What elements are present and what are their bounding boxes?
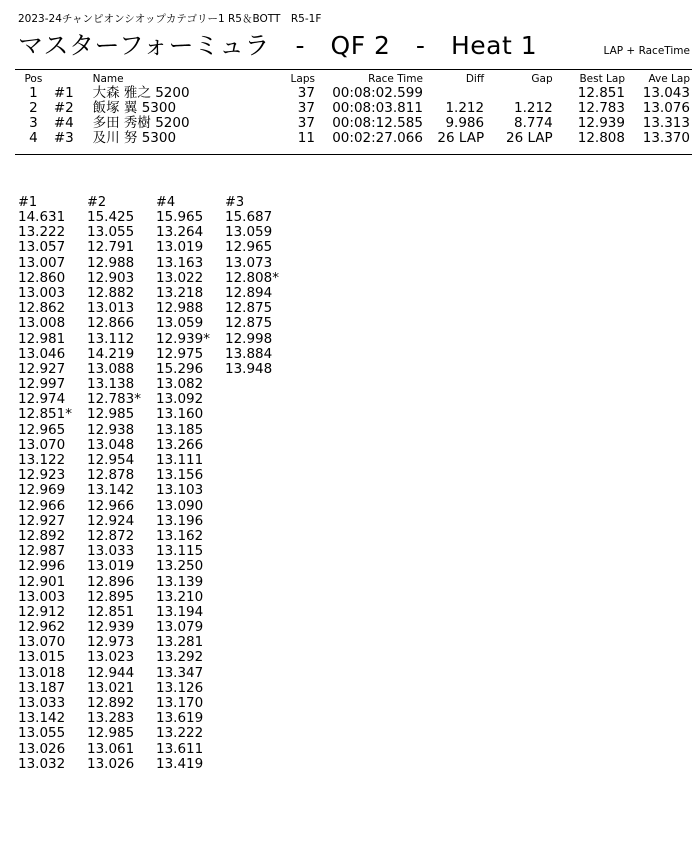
cell-gap xyxy=(486,86,555,101)
cell-best-lap: 12.939 xyxy=(577,115,625,131)
lap-time: 13.111 xyxy=(156,452,204,468)
lap-time: 13.003 xyxy=(18,284,66,301)
lap-time: 13.046 xyxy=(18,345,66,362)
cell-race-time: 00:08:03.811 xyxy=(332,100,423,116)
lap-time: 13.008 xyxy=(18,315,66,332)
lap-time: 12.966 xyxy=(87,497,135,514)
lap-time: 13.103 xyxy=(156,482,204,499)
lap-time: 12.860 xyxy=(18,269,66,286)
lap-time: 13.138 xyxy=(87,376,135,393)
lap-time: 13.079 xyxy=(156,619,204,636)
lap-time: 13.139 xyxy=(156,573,204,590)
lap-time: 13.026 xyxy=(87,755,135,772)
lap-time: 13.160 xyxy=(156,406,204,423)
lap-time: 13.022 xyxy=(156,269,204,286)
cell-race-time: 00:08:12.585 xyxy=(332,115,423,131)
col-name-header: Name xyxy=(92,73,124,85)
lap-time: 13.061 xyxy=(87,740,135,757)
lap-time: 13.013 xyxy=(87,300,135,317)
race-title: マスターフォーミュラ - QF 2 - Heat 1 xyxy=(18,31,538,60)
lap-time: 13.142 xyxy=(87,482,135,499)
lap-time: 12.954 xyxy=(87,452,135,468)
lap-time: 13.026 xyxy=(18,740,66,757)
cell-driver-name: 大森 雅之 5200 xyxy=(92,85,190,101)
lap-time: 13.023 xyxy=(87,649,135,666)
lap-time: 13.018 xyxy=(18,664,66,681)
lap-time: 12.882 xyxy=(87,284,135,301)
lap-time: 12.939 xyxy=(87,619,135,636)
lap-time: 13.007 xyxy=(18,254,66,271)
cell-best-lap: 12.783 xyxy=(577,100,625,116)
lap-time: 13.082 xyxy=(156,376,204,393)
lap-time: 13.948 xyxy=(225,360,273,377)
lap-time: 12.966 xyxy=(18,497,66,514)
lap-time: 12.923 xyxy=(18,467,66,484)
cell-pos: 1 xyxy=(29,85,38,101)
lap-time: 12.974 xyxy=(18,391,66,408)
cell-laps: 37 xyxy=(297,85,315,101)
lap-time: 13.059 xyxy=(156,315,204,332)
lap-column xyxy=(18,195,88,772)
lap-time: 13.222 xyxy=(18,224,66,241)
cell-driver-name: 及川 努 5300 xyxy=(92,130,177,146)
cell-car-number: #2 xyxy=(53,100,74,116)
lap-time: 12.912 xyxy=(18,603,66,620)
lap-time: 12.973 xyxy=(87,634,135,651)
lap-time: 12.783* xyxy=(87,391,141,408)
lap-time: 13.347 xyxy=(156,664,204,681)
cell-car-number: #1 xyxy=(53,85,74,101)
col-gap-header: Gap xyxy=(531,73,553,85)
cell-pos: 2 xyxy=(29,100,38,116)
lap-time: 12.998 xyxy=(225,330,273,347)
lap-time: 15.296 xyxy=(156,360,204,377)
lap-time: 12.924 xyxy=(87,512,135,529)
lap-column xyxy=(156,195,226,772)
lap-time: 13.170 xyxy=(156,695,204,711)
lap-time: 13.073 xyxy=(225,254,273,271)
cell-car-number: #4 xyxy=(53,115,74,131)
lap-time: 13.088 xyxy=(87,360,135,377)
lap-time: 13.019 xyxy=(156,239,204,256)
lap-time: 13.055 xyxy=(18,725,66,742)
lap-time: 13.090 xyxy=(156,497,204,514)
lap-time: 13.048 xyxy=(87,436,135,453)
report-mode: LAP + RaceTime xyxy=(603,45,690,57)
lap-time: 13.059 xyxy=(225,224,273,241)
cell-pos: 3 xyxy=(29,115,38,131)
results-row xyxy=(15,131,692,146)
cell-car-number: #3 xyxy=(53,130,74,146)
lap-time: 13.033 xyxy=(87,543,135,560)
lap-time: 12.808* xyxy=(225,269,279,286)
lap-time: 12.965 xyxy=(18,421,66,438)
lap-time: 13.092 xyxy=(156,391,204,408)
lap-time: 13.033 xyxy=(18,695,66,711)
cell-ave-lap: 13.370 xyxy=(642,130,690,146)
lap-time: 12.944 xyxy=(87,664,135,681)
cell-best-lap: 12.808 xyxy=(577,130,625,146)
lap-time: 13.156 xyxy=(156,467,204,484)
lap-time: 13.070 xyxy=(18,436,66,453)
lap-time: 13.021 xyxy=(87,679,135,696)
lap-time: 12.975 xyxy=(156,345,204,362)
col-avelap-header: Ave Lap xyxy=(648,73,690,85)
lap-time: 13.222 xyxy=(156,725,204,742)
lap-column xyxy=(225,195,295,377)
lap-time: 13.196 xyxy=(156,512,204,529)
lap-time: 13.619 xyxy=(156,710,204,727)
col-racetime-header: Race Time xyxy=(368,73,423,85)
lap-time: 13.884 xyxy=(225,345,273,362)
lap-time: 13.126 xyxy=(156,679,204,696)
col-laps-header: Laps xyxy=(290,73,315,85)
cell-race-time: 00:02:27.066 xyxy=(332,130,423,146)
results-rule-bottom xyxy=(15,154,692,155)
lap-time: 13.218 xyxy=(156,284,204,301)
cell-gap: 8.774 xyxy=(514,115,553,131)
lap-time: 12.903 xyxy=(87,269,135,286)
cell-ave-lap: 13.076 xyxy=(642,100,690,116)
lap-time: 13.187 xyxy=(18,679,66,696)
lap-time: 12.927 xyxy=(18,512,66,529)
lap-time: 12.862 xyxy=(18,300,66,317)
lap-time: 12.969 xyxy=(18,482,66,499)
lap-time: 13.194 xyxy=(156,603,204,620)
lap-time: 13.055 xyxy=(87,224,135,241)
lap-time: 12.962 xyxy=(18,619,66,636)
lap-time: 12.987 xyxy=(18,543,66,560)
lap-time: 12.939* xyxy=(156,330,210,347)
lap-time: 13.611 xyxy=(156,740,204,757)
cell-laps: 37 xyxy=(297,100,315,116)
lap-time: 12.985 xyxy=(87,406,135,423)
cell-gap: 26 LAP xyxy=(505,130,553,146)
cell-driver-name: 飯塚 翼 5300 xyxy=(92,100,177,116)
lap-time: 12.996 xyxy=(18,558,66,575)
cell-ave-lap: 13.043 xyxy=(642,85,690,101)
cell-ave-lap: 13.313 xyxy=(642,115,690,131)
lap-time: 12.851 xyxy=(87,603,135,620)
lap-time: 15.425 xyxy=(87,209,135,225)
lap-time: 12.894 xyxy=(225,284,273,301)
lap-time: 12.875 xyxy=(225,315,273,332)
lap-time: 13.057 xyxy=(18,239,66,256)
lap-time: 13.019 xyxy=(87,558,135,575)
lap-time: 13.419 xyxy=(156,755,204,772)
lap-column-header: #4 xyxy=(156,195,176,210)
lap-time: 13.122 xyxy=(18,452,66,468)
lap-time: 13.250 xyxy=(156,558,204,575)
cell-laps: 37 xyxy=(297,115,315,131)
lap-column-header: #1 xyxy=(18,195,38,210)
lap-time: 12.988 xyxy=(156,300,204,317)
lap-time: 13.070 xyxy=(18,634,66,651)
lap-time: 12.872 xyxy=(87,527,135,544)
lap-column xyxy=(87,195,157,772)
lap-time: 15.965 xyxy=(156,209,204,225)
lap-time: 12.938 xyxy=(87,421,135,438)
lap-time: 13.015 xyxy=(18,649,66,666)
lap-time: 13.266 xyxy=(156,436,204,453)
lap-time: 13.162 xyxy=(156,527,204,544)
cell-gap: 1.212 xyxy=(514,100,553,116)
cell-best-lap: 12.851 xyxy=(577,85,625,101)
lap-time: 13.185 xyxy=(156,421,204,438)
lap-time: 13.163 xyxy=(156,254,204,271)
lap-time: 12.791 xyxy=(87,239,135,256)
lap-time: 13.032 xyxy=(18,755,66,772)
lap-time: 13.264 xyxy=(156,224,204,241)
lap-column-header: #2 xyxy=(87,195,107,210)
cell-driver-name: 多田 秀樹 5200 xyxy=(92,115,190,131)
lap-time: 12.878 xyxy=(87,467,135,484)
cell-diff: 26 LAP xyxy=(437,130,485,146)
lap-time: 12.981 xyxy=(18,330,66,347)
results-row xyxy=(15,86,692,101)
lap-time: 14.219 xyxy=(87,345,135,362)
cell-diff xyxy=(425,86,486,101)
lap-time: 12.875 xyxy=(225,300,273,317)
lap-time: 13.210 xyxy=(156,588,204,605)
cell-race-time: 00:08:02.599 xyxy=(332,85,423,101)
lap-time: 13.292 xyxy=(156,649,204,666)
lap-time: 12.997 xyxy=(18,376,66,393)
col-pos-header: Pos xyxy=(24,73,43,85)
lap-time: 13.112 xyxy=(87,330,135,347)
lap-time: 12.927 xyxy=(18,360,66,377)
lap-time: 14.631 xyxy=(18,209,66,225)
lap-time: 12.892 xyxy=(87,695,135,711)
col-bestlap-header: Best Lap xyxy=(579,73,625,85)
lap-column-header: #3 xyxy=(225,195,245,210)
lap-time: 12.985 xyxy=(87,725,135,742)
cell-diff: 9.986 xyxy=(445,115,485,131)
lap-time: 12.901 xyxy=(18,573,66,590)
lap-time: 12.895 xyxy=(87,588,135,605)
lap-time: 12.965 xyxy=(225,239,273,256)
lap-time: 13.115 xyxy=(156,543,204,560)
lap-time: 13.281 xyxy=(156,634,204,651)
header-rule-top xyxy=(15,69,692,70)
lap-time: 12.851* xyxy=(18,406,72,423)
results-table xyxy=(15,73,692,146)
lap-time: 12.866 xyxy=(87,315,135,332)
cell-pos: 4 xyxy=(29,130,38,146)
lap-time: 12.988 xyxy=(87,254,135,271)
results-row xyxy=(15,116,692,131)
lap-time: 15.687 xyxy=(225,209,273,225)
lap-time: 13.283 xyxy=(87,710,135,727)
cell-diff: 1.212 xyxy=(445,100,485,116)
col-diff-header: Diff xyxy=(465,73,485,85)
cell-laps: 11 xyxy=(297,130,315,146)
lap-time: 12.896 xyxy=(87,573,135,590)
lap-time: 12.892 xyxy=(18,527,66,544)
lap-time: 13.003 xyxy=(18,588,66,605)
lap-time: 13.142 xyxy=(18,710,66,727)
results-row xyxy=(15,101,692,116)
event-subtitle: 2023-24チャンピオンシオップカテゴリー1 R5＆BOTT R5-1F xyxy=(18,13,322,25)
